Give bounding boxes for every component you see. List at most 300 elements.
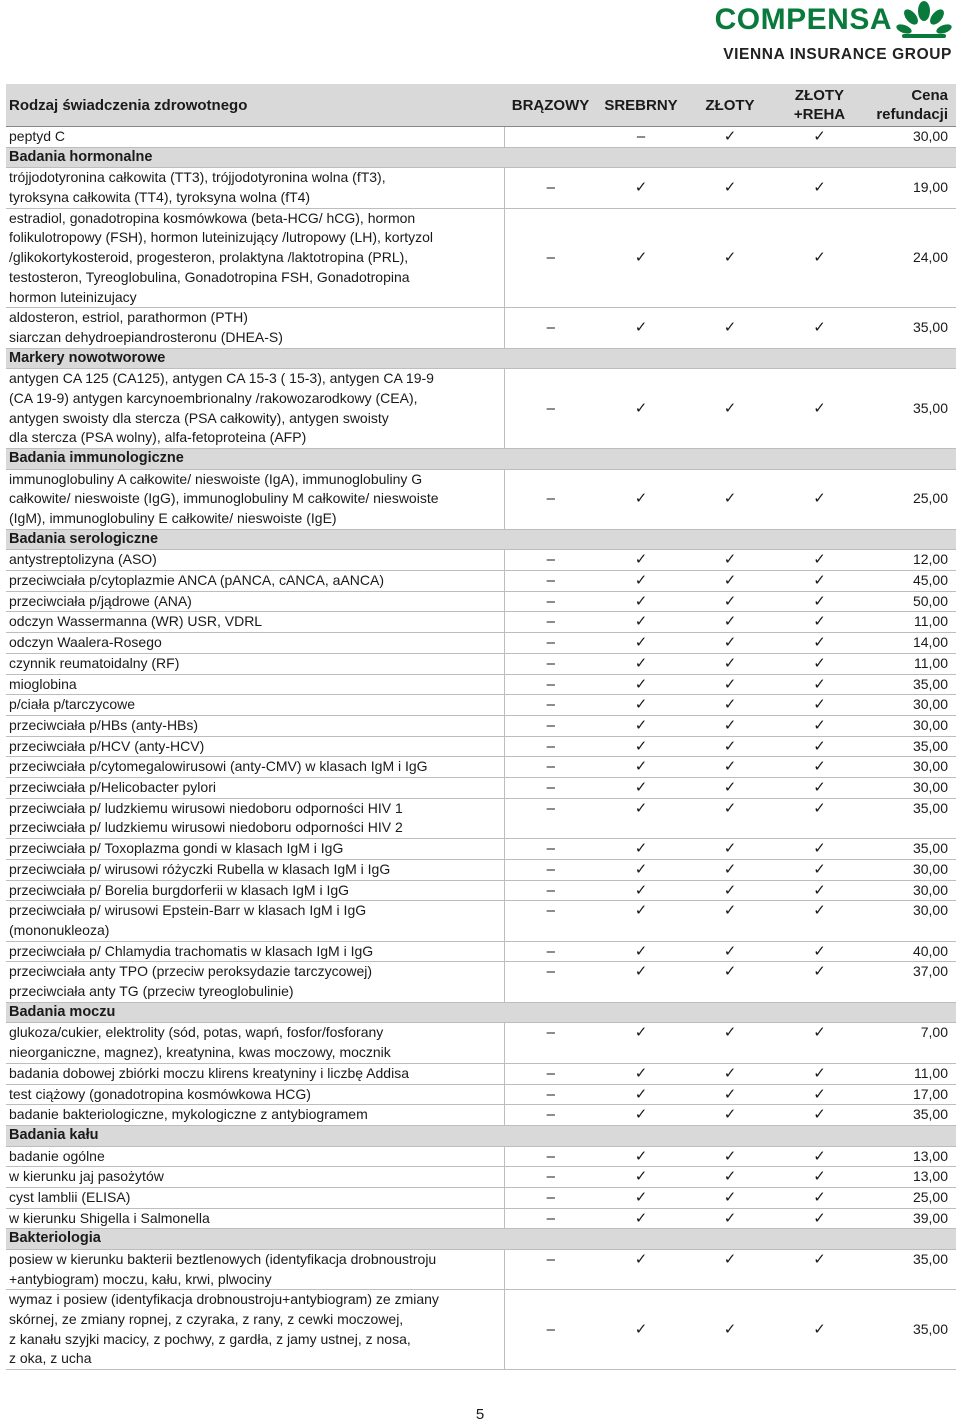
service-name bbox=[6, 757, 504, 778]
table-header bbox=[6, 84, 956, 127]
mark-srebrny: ✓ bbox=[597, 633, 685, 654]
mark-zloty-reha: ✓ bbox=[775, 633, 864, 654]
mark-brazowy: – bbox=[504, 1187, 597, 1208]
mark-zloty-reha: ✓ bbox=[775, 757, 864, 778]
refund-price: 14,00 bbox=[864, 633, 956, 654]
table-row bbox=[6, 1023, 956, 1063]
service-name-line: trójjodotyronina całkowita (TT3), trójjodotyronina wolna (fT3), bbox=[9, 169, 386, 186]
service-name-line: odczyn Wassermanna (WR) USR, VDRL bbox=[9, 613, 263, 630]
page-number: 5 bbox=[475, 1406, 485, 1423]
service-name-line: przeciwciała p/ Borelia burgdorferii w klasach IgM i IgG bbox=[9, 881, 350, 898]
table-row bbox=[6, 1084, 956, 1105]
service-name-line: z kanału szyjki macicy, z pochwy, z gardła, z jamy ustnej, z nosa, bbox=[9, 1330, 411, 1347]
mark-srebrny: ✓ bbox=[597, 591, 685, 612]
mark-srebrny: ✓ bbox=[597, 695, 685, 716]
service-name bbox=[6, 778, 504, 799]
mark-brazowy: – bbox=[504, 778, 597, 799]
service-name-line: przeciwciała p/Helicobacter pylori bbox=[9, 779, 216, 796]
service-name-line: w kierunku jaj pasożytów bbox=[9, 1168, 164, 1185]
service-name-line: przeciwciała p/jądrowe (ANA) bbox=[9, 592, 192, 609]
section-header bbox=[6, 348, 956, 369]
mark-zloty: ✓ bbox=[685, 859, 775, 880]
mark-srebrny: ✓ bbox=[597, 757, 685, 778]
service-name bbox=[6, 715, 504, 736]
service-name bbox=[6, 901, 504, 941]
refund-price: 35,00 bbox=[864, 1249, 956, 1289]
mark-brazowy: – bbox=[504, 612, 597, 633]
refund-price: 11,00 bbox=[864, 612, 956, 633]
mark-zloty-reha: ✓ bbox=[775, 1167, 864, 1188]
section-header bbox=[6, 1125, 956, 1146]
mark-zloty: ✓ bbox=[685, 880, 775, 901]
mark-zloty-reha: ✓ bbox=[775, 591, 864, 612]
section-title: Badania immunologiczne bbox=[6, 449, 956, 470]
mark-zloty-reha: ✓ bbox=[775, 859, 864, 880]
service-name bbox=[6, 1084, 504, 1105]
service-name-line: przeciwciała anty TG (przeciw tyreoglobulinie) bbox=[9, 983, 294, 1000]
refund-price: 24,00 bbox=[864, 208, 956, 308]
service-name bbox=[6, 127, 504, 148]
table-body bbox=[6, 127, 956, 1370]
leaf-mark-icon bbox=[896, 0, 952, 40]
table-row bbox=[6, 1208, 956, 1229]
service-name bbox=[6, 469, 504, 529]
refund-price: 13,00 bbox=[864, 1146, 956, 1167]
table-row bbox=[6, 757, 956, 778]
mark-zloty: ✓ bbox=[685, 127, 775, 148]
mark-zloty: ✓ bbox=[685, 308, 775, 348]
mark-srebrny: ✓ bbox=[597, 612, 685, 633]
refund-price: 40,00 bbox=[864, 941, 956, 962]
service-name bbox=[6, 798, 504, 838]
service-name bbox=[6, 1208, 504, 1229]
compensa-logo bbox=[692, 0, 952, 70]
table-row bbox=[6, 695, 956, 716]
refund-price: 35,00 bbox=[864, 1290, 956, 1370]
table-row bbox=[6, 1290, 956, 1370]
table-row bbox=[6, 208, 956, 308]
table-row bbox=[6, 839, 956, 860]
mark-brazowy: – bbox=[504, 757, 597, 778]
mark-srebrny: ✓ bbox=[597, 1063, 685, 1084]
mark-srebrny: ✓ bbox=[597, 1249, 685, 1289]
mark-zloty-reha: ✓ bbox=[775, 1249, 864, 1289]
table-row bbox=[6, 308, 956, 348]
table-row bbox=[6, 941, 956, 962]
refund-price: 30,00 bbox=[864, 901, 956, 941]
mark-zloty: ✓ bbox=[685, 612, 775, 633]
refund-price: 35,00 bbox=[864, 369, 956, 449]
mark-zloty-reha: ✓ bbox=[775, 1084, 864, 1105]
service-name bbox=[6, 369, 504, 449]
mark-srebrny: ✓ bbox=[597, 369, 685, 449]
section-header bbox=[6, 147, 956, 168]
mark-brazowy: – bbox=[504, 1023, 597, 1063]
mark-brazowy: – bbox=[504, 308, 597, 348]
mark-srebrny: ✓ bbox=[597, 859, 685, 880]
mark-srebrny: ✓ bbox=[597, 736, 685, 757]
mark-srebrny: ✓ bbox=[597, 880, 685, 901]
mark-zloty-reha: ✓ bbox=[775, 369, 864, 449]
section-title: Bakteriologia bbox=[6, 1229, 956, 1250]
service-name-line: odczyn Waalera-Rosego bbox=[9, 634, 162, 651]
mark-brazowy bbox=[504, 127, 597, 148]
mark-brazowy: – bbox=[504, 1208, 597, 1229]
service-name bbox=[6, 1187, 504, 1208]
service-name-line: /glikokortykosteroid, progesteron, prolaktyna /laktotropina (PRL), bbox=[9, 249, 409, 266]
refund-price: 30,00 bbox=[864, 757, 956, 778]
service-name-line: (CA 19-9) antygen karcynoembrionalny /rakowozarodkowy (CEA), bbox=[9, 389, 418, 406]
mark-srebrny: ✓ bbox=[597, 571, 685, 592]
mark-zloty: ✓ bbox=[685, 571, 775, 592]
mark-srebrny: ✓ bbox=[597, 550, 685, 571]
table-row bbox=[6, 369, 956, 449]
service-name-line: przeciwciała p/ Toxoplazma gondi w klasach IgM i IgG bbox=[9, 840, 344, 857]
table-row bbox=[6, 1146, 956, 1167]
mark-srebrny: ✓ bbox=[597, 1146, 685, 1167]
service-name bbox=[6, 736, 504, 757]
service-name bbox=[6, 839, 504, 860]
service-name-line: badania dobowej zbiórki moczu klirens kreatyniny i liczbę Addisa bbox=[9, 1064, 409, 1081]
mark-zloty: ✓ bbox=[685, 591, 775, 612]
table-row bbox=[6, 591, 956, 612]
mark-zloty: ✓ bbox=[685, 778, 775, 799]
service-name-line: w kierunku Shigella i Salmonella bbox=[9, 1209, 210, 1226]
table-row bbox=[6, 168, 956, 208]
mark-srebrny: – bbox=[597, 127, 685, 148]
mark-srebrny: ✓ bbox=[597, 469, 685, 529]
service-name-line: przeciwciała p/ wirusowi różyczki Rubella w klasach IgM i IgG bbox=[9, 860, 391, 877]
section-title: Badania serologiczne bbox=[6, 529, 956, 550]
mark-zloty-reha: ✓ bbox=[775, 550, 864, 571]
service-name bbox=[6, 859, 504, 880]
section-header bbox=[6, 1002, 956, 1023]
mark-zloty: ✓ bbox=[685, 941, 775, 962]
refund-price: 17,00 bbox=[864, 1084, 956, 1105]
service-name-line: przeciwciała p/ ludzkiemu wirusowi niedoboru odporności HIV 2 bbox=[9, 819, 403, 836]
service-name bbox=[6, 695, 504, 716]
service-name-line: przeciwciała p/ wirusowi Epstein-Barr w klasach IgM i IgG bbox=[9, 902, 367, 919]
mark-zloty: ✓ bbox=[685, 1146, 775, 1167]
mark-brazowy: – bbox=[504, 1084, 597, 1105]
service-name-line: p/ciała p/tarczycowe bbox=[9, 696, 136, 713]
mark-zloty-reha: ✓ bbox=[775, 962, 864, 1002]
refund-price: 7,00 bbox=[864, 1023, 956, 1063]
mark-zloty: ✓ bbox=[685, 1167, 775, 1188]
header-price-line2: refundacji bbox=[876, 106, 948, 123]
mark-zloty: ✓ bbox=[685, 798, 775, 838]
mark-zloty: ✓ bbox=[685, 469, 775, 529]
mark-srebrny: ✓ bbox=[597, 1290, 685, 1370]
service-name bbox=[6, 550, 504, 571]
mark-zloty: ✓ bbox=[685, 1249, 775, 1289]
mark-zloty-reha: ✓ bbox=[775, 1187, 864, 1208]
section-title: Badania hormonalne bbox=[6, 147, 956, 168]
service-name-line: immunoglobuliny A całkowite/ nieswoiste (IgA), immunoglobuliny G bbox=[9, 470, 423, 487]
service-name-line: (IgM), immunoglobuliny E całkowite/ nieswoiste (IgE) bbox=[9, 510, 337, 527]
refund-price: 12,00 bbox=[864, 550, 956, 571]
mark-brazowy: – bbox=[504, 901, 597, 941]
service-name-line: przeciwciała p/ ludzkiemu wirusowi niedoboru odporności HIV 1 bbox=[9, 799, 403, 816]
mark-zloty-reha: ✓ bbox=[775, 127, 864, 148]
header-zloty-reha bbox=[775, 84, 864, 127]
service-name bbox=[6, 612, 504, 633]
service-name-line: z oka, z ucha bbox=[9, 1350, 92, 1367]
mark-brazowy: – bbox=[504, 839, 597, 860]
section-title: Markery nowotworowe bbox=[6, 348, 956, 369]
mark-zloty-reha: ✓ bbox=[775, 778, 864, 799]
mark-zloty-reha: ✓ bbox=[775, 1290, 864, 1370]
service-name-line: folikulotropowy (FSH), hormon luteinizujący /lutropowy (LH), kortyzol bbox=[9, 229, 434, 246]
mark-brazowy: – bbox=[504, 1063, 597, 1084]
refund-price: 35,00 bbox=[864, 1105, 956, 1126]
service-name-line: tyroksyna całkowita (TT4), tyroksyna wolna (fT4) bbox=[9, 189, 311, 205]
service-name-line: cyst lamblii (ELISA) bbox=[9, 1188, 131, 1205]
mark-brazowy: – bbox=[504, 1290, 597, 1370]
mark-zloty-reha: ✓ bbox=[775, 715, 864, 736]
service-name bbox=[6, 1167, 504, 1188]
service-name-line: całkowite/ nieswoiste (IgG), immunoglobuliny M całkowite/ nieswoiste bbox=[9, 490, 439, 507]
service-name-line: wymaz i posiew (identyfikacja drobnoustroju+antybiogram) ze zmiany bbox=[9, 1291, 439, 1308]
mark-zloty: ✓ bbox=[685, 1023, 775, 1063]
service-name-line: przeciwciała p/cytomegalowirusowi (anty-CMV) w klasach IgM i IgG bbox=[9, 758, 428, 775]
section-header bbox=[6, 449, 956, 470]
mark-brazowy: – bbox=[504, 1146, 597, 1167]
service-name bbox=[6, 591, 504, 612]
mark-zloty: ✓ bbox=[685, 962, 775, 1002]
table-row bbox=[6, 571, 956, 592]
service-name bbox=[6, 962, 504, 1002]
mark-srebrny: ✓ bbox=[597, 1023, 685, 1063]
mark-zloty: ✓ bbox=[685, 1084, 775, 1105]
table-row bbox=[6, 1187, 956, 1208]
mark-zloty-reha: ✓ bbox=[775, 1105, 864, 1126]
service-name-line: przeciwciała anty TPO (przeciw peroksydazie tarczycowej) bbox=[9, 963, 373, 980]
service-name bbox=[6, 1249, 504, 1289]
mark-srebrny: ✓ bbox=[597, 168, 685, 208]
service-name bbox=[6, 653, 504, 674]
section-header bbox=[6, 529, 956, 550]
mark-brazowy: – bbox=[504, 633, 597, 654]
table-row bbox=[6, 859, 956, 880]
header-zloty: ZŁOTY bbox=[685, 84, 775, 127]
refund-price: 13,00 bbox=[864, 1167, 956, 1188]
mark-brazowy: – bbox=[504, 571, 597, 592]
table-row bbox=[6, 653, 956, 674]
mark-zloty: ✓ bbox=[685, 1063, 775, 1084]
service-name-line: nieorganiczne, magnez), kreatynina, kwas moczowy, mocznik bbox=[9, 1044, 391, 1061]
service-name-line: badanie bakteriologiczne, mykologiczne z antybiogramem bbox=[9, 1106, 368, 1123]
mark-brazowy: – bbox=[504, 469, 597, 529]
refund-price: 30,00 bbox=[864, 695, 956, 716]
refund-price: 35,00 bbox=[864, 674, 956, 695]
mark-zloty-reha: ✓ bbox=[775, 469, 864, 529]
mark-zloty-reha: ✓ bbox=[775, 571, 864, 592]
mark-zloty-reha: ✓ bbox=[775, 653, 864, 674]
mark-zloty: ✓ bbox=[685, 757, 775, 778]
refund-price: 39,00 bbox=[864, 1208, 956, 1229]
mark-zloty-reha: ✓ bbox=[775, 1063, 864, 1084]
service-name-line: antygen swoisty dla stercza (PSA całkowity), antygen swoisty bbox=[9, 409, 389, 426]
mark-zloty-reha: ✓ bbox=[775, 1208, 864, 1229]
service-name-line: mioglobina bbox=[9, 675, 77, 692]
mark-zloty: ✓ bbox=[685, 839, 775, 860]
refund-price: 35,00 bbox=[864, 798, 956, 838]
refund-price: 25,00 bbox=[864, 1187, 956, 1208]
mark-zloty-reha: ✓ bbox=[775, 308, 864, 348]
mark-zloty-reha: ✓ bbox=[775, 880, 864, 901]
mark-srebrny: ✓ bbox=[597, 308, 685, 348]
service-name bbox=[6, 674, 504, 695]
mark-zloty-reha: ✓ bbox=[775, 208, 864, 308]
service-name bbox=[6, 208, 504, 308]
refund-price: 30,00 bbox=[864, 127, 956, 148]
mark-zloty: ✓ bbox=[685, 550, 775, 571]
mark-brazowy: – bbox=[504, 880, 597, 901]
refund-price: 45,00 bbox=[864, 571, 956, 592]
mark-brazowy: – bbox=[504, 962, 597, 1002]
table-row bbox=[6, 715, 956, 736]
service-name-line: hormon luteinizujacy bbox=[9, 288, 137, 305]
service-name bbox=[6, 1146, 504, 1167]
mark-zloty: ✓ bbox=[685, 674, 775, 695]
service-name bbox=[6, 1290, 504, 1370]
mark-srebrny: ✓ bbox=[597, 962, 685, 1002]
benefits-table bbox=[6, 84, 956, 1370]
service-name-line: badanie ogólne bbox=[9, 1147, 105, 1164]
header-brazowy: BRĄZOWY bbox=[504, 84, 597, 127]
header-srebrny: SREBRNY bbox=[597, 84, 685, 127]
mark-brazowy: – bbox=[504, 715, 597, 736]
refund-price: 37,00 bbox=[864, 962, 956, 1002]
table-row bbox=[6, 736, 956, 757]
table-row bbox=[6, 1105, 956, 1126]
service-name-line: aldosteron, estriol, parathormon (PTH) bbox=[9, 309, 248, 326]
table-row bbox=[6, 880, 956, 901]
refund-price: 25,00 bbox=[864, 469, 956, 529]
service-name-line: antystreptolizyna (ASO) bbox=[9, 551, 157, 568]
header-service-type: Rodzaj świadczenia zdrowotnego bbox=[6, 84, 504, 127]
header-zloty-reha-line2: +REHA bbox=[793, 106, 846, 123]
mark-zloty: ✓ bbox=[685, 369, 775, 449]
mark-brazowy: – bbox=[504, 208, 597, 308]
mark-brazowy: – bbox=[504, 798, 597, 838]
mark-brazowy: – bbox=[504, 1167, 597, 1188]
table-row bbox=[6, 1063, 956, 1084]
mark-zloty: ✓ bbox=[685, 736, 775, 757]
mark-zloty-reha: ✓ bbox=[775, 1023, 864, 1063]
mark-zloty: ✓ bbox=[685, 1290, 775, 1370]
table-row bbox=[6, 901, 956, 941]
refund-price: 50,00 bbox=[864, 591, 956, 612]
mark-zloty-reha: ✓ bbox=[775, 798, 864, 838]
mark-srebrny: ✓ bbox=[597, 1105, 685, 1126]
mark-zloty-reha: ✓ bbox=[775, 695, 864, 716]
service-name-line: przeciwciała p/HCV (anty-HCV) bbox=[9, 737, 205, 754]
service-name-line: czynnik reumatoidalny (RF) bbox=[9, 654, 180, 671]
refund-price: 30,00 bbox=[864, 778, 956, 799]
refund-price: 35,00 bbox=[864, 839, 956, 860]
service-name bbox=[6, 1105, 504, 1126]
table-row bbox=[6, 127, 956, 148]
header-price bbox=[864, 84, 956, 127]
mark-zloty-reha: ✓ bbox=[775, 839, 864, 860]
mark-brazowy: – bbox=[504, 1249, 597, 1289]
mark-brazowy: – bbox=[504, 550, 597, 571]
service-name-line: peptyd C bbox=[9, 128, 66, 144]
refund-price: 11,00 bbox=[864, 1063, 956, 1084]
service-name-line: estradiol, gonadotropina kosmówkowa (beta-HCG/ hCG), hormon bbox=[9, 209, 416, 226]
refund-price: 35,00 bbox=[864, 308, 956, 348]
mark-zloty-reha: ✓ bbox=[775, 736, 864, 757]
table-row bbox=[6, 1167, 956, 1188]
mark-brazowy: – bbox=[504, 168, 597, 208]
table-row bbox=[6, 469, 956, 529]
table-row bbox=[6, 633, 956, 654]
mark-zloty-reha: ✓ bbox=[775, 1146, 864, 1167]
mark-brazowy: – bbox=[504, 695, 597, 716]
header-price-line1: Cena bbox=[911, 87, 948, 104]
mark-srebrny: ✓ bbox=[597, 1167, 685, 1188]
mark-brazowy: – bbox=[504, 941, 597, 962]
mark-srebrny: ✓ bbox=[597, 1187, 685, 1208]
mark-zloty: ✓ bbox=[685, 715, 775, 736]
refund-price: 30,00 bbox=[864, 859, 956, 880]
mark-zloty: ✓ bbox=[685, 901, 775, 941]
mark-brazowy: – bbox=[504, 369, 597, 449]
service-name-line: testosteron, Tyreoglobulina, Gonadotropina FSH, Gonadotropina bbox=[9, 268, 410, 285]
mark-srebrny: ✓ bbox=[597, 208, 685, 308]
mark-srebrny: ✓ bbox=[597, 798, 685, 838]
mark-brazowy: – bbox=[504, 859, 597, 880]
service-name-line: przeciwciała p/ Chlamydia trachomatis w klasach IgM i IgG bbox=[9, 942, 374, 959]
mark-srebrny: ✓ bbox=[597, 941, 685, 962]
service-name-line: glukoza/cukier, elektrolity (sód, potas, wapń, fosfor/fosforany bbox=[9, 1024, 384, 1041]
service-name-line: siarczan dehydroepiandrosteronu (DHEA-S) bbox=[9, 328, 283, 345]
service-name-line: dla stercza (PSA wolny), alfa-fetoproteina (AFP) bbox=[9, 429, 307, 446]
service-name-line: (mononukleoza) bbox=[9, 921, 110, 938]
refund-price: 11,00 bbox=[864, 653, 956, 674]
mark-zloty: ✓ bbox=[685, 1105, 775, 1126]
mark-srebrny: ✓ bbox=[597, 901, 685, 941]
mark-zloty-reha: ✓ bbox=[775, 674, 864, 695]
mark-zloty-reha: ✓ bbox=[775, 941, 864, 962]
service-name bbox=[6, 941, 504, 962]
mark-zloty-reha: ✓ bbox=[775, 612, 864, 633]
mark-srebrny: ✓ bbox=[597, 1208, 685, 1229]
mark-zloty: ✓ bbox=[685, 208, 775, 308]
table-row bbox=[6, 612, 956, 633]
service-name-line: test ciążowy (gonadotropina kosmówkowa HCG) bbox=[9, 1085, 311, 1102]
mark-brazowy: – bbox=[504, 653, 597, 674]
service-name-line: antygen CA 125 (CA125), antygen CA 15-3 ( 15-3), antygen CA 19-9 bbox=[9, 370, 434, 387]
service-name bbox=[6, 1023, 504, 1063]
mark-brazowy: – bbox=[504, 1105, 597, 1126]
mark-zloty: ✓ bbox=[685, 1187, 775, 1208]
service-name bbox=[6, 880, 504, 901]
service-name bbox=[6, 1063, 504, 1084]
table-row bbox=[6, 674, 956, 695]
mark-zloty: ✓ bbox=[685, 1208, 775, 1229]
section-title: Badania moczu bbox=[6, 1002, 956, 1023]
service-name-line: posiew w kierunku bakterii beztlenowych (identyfikacja drobnoustroju bbox=[9, 1250, 437, 1267]
mark-zloty: ✓ bbox=[685, 695, 775, 716]
service-name bbox=[6, 168, 504, 208]
table-row bbox=[6, 798, 956, 838]
mark-brazowy: – bbox=[504, 591, 597, 612]
brand-name: COMPENSA bbox=[714, 3, 892, 36]
mark-srebrny: ✓ bbox=[597, 1084, 685, 1105]
